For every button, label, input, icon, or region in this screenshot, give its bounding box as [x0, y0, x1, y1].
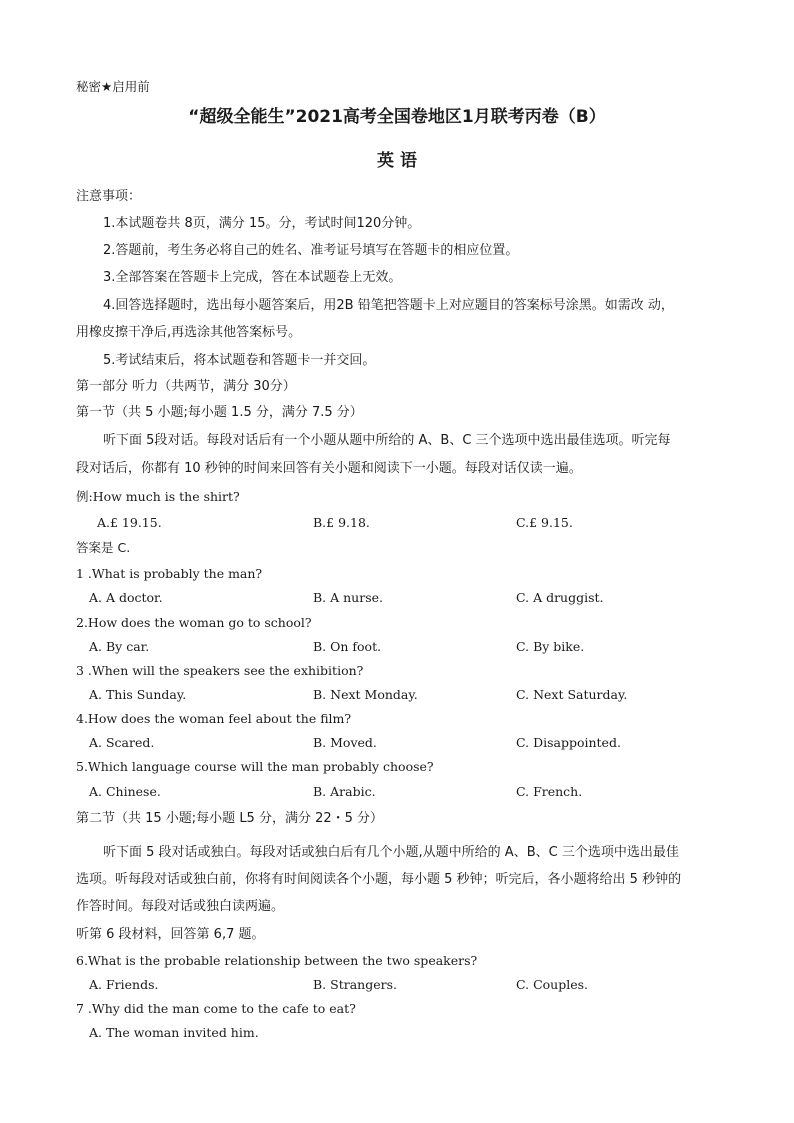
q1-option-a: A. A doctor.	[89, 590, 163, 605]
section2-instructions-cont: 选项。听每段对话或独白前，你将有时间阅读各个小题，每小题 5 秒钟；听完后，各小题将给出 5 秒钟的	[76, 872, 682, 887]
section1-instructions: 听下面 5段对话。每段对话后有一个小题从题中所给的 A、B、C 三个选项中选出最佳选项。听完每	[103, 433, 671, 448]
example-option-a: A.£ 19.15.	[97, 515, 162, 530]
question-6: 6.What is the probable relationship between the two speakers?	[76, 953, 478, 968]
exam-title: “超级全能生”2021高考全国卷地区1月联考丙卷（B）	[188, 107, 606, 127]
note-1: 1.本试题卷共 8页，满分 15。分，考试时间120分钟。	[103, 216, 421, 231]
question-5: 5.Which language course will the man probably choose?	[76, 759, 434, 774]
q4-option-b: B. Moved.	[313, 735, 377, 750]
example-option-c: C.£ 9.15.	[516, 515, 573, 530]
note-3: 3.全部答案在答题卡上完成，答在本试题卷上无效。	[103, 270, 402, 285]
part1-heading: 第一部分 听力（共两节，满分 30分）	[76, 379, 296, 394]
section2-heading: 第二节（共 15 小题;每小题 L5 分，满分 22・5 分）	[76, 811, 384, 826]
q7-option-a: A. The woman invited him.	[89, 1025, 259, 1040]
subject-title: 英 语	[377, 151, 417, 171]
q5-option-b: B. Arabic.	[313, 784, 376, 799]
q3-option-c: C. Next Saturday.	[516, 687, 628, 702]
note-4: 4.回答选择题时，选出每小题答案后，用2B 铅笔把答题卡上对应题目的答案标号涂黑。如需改 动，	[103, 298, 674, 313]
material-6-heading: 听第 6 段材料，回答第 6,7 题。	[76, 927, 265, 942]
question-7: 7 .Why did the man come to the cafe to eat?	[76, 1001, 356, 1016]
section1-instructions-cont: 段对话后，你都有 10 秒钟的时间来回答有关小题和阅读下一小题。每段对话仅读一遍。	[76, 461, 582, 476]
note-4-cont: 用橡皮擦干净后,再选涂其他答案标号。	[76, 325, 302, 340]
q4-option-a: A. Scared.	[89, 735, 155, 750]
q3-option-a: A. This Sunday.	[89, 687, 187, 702]
q1-option-b: B. A nurse.	[313, 590, 383, 605]
example-question: 例:How much is the shirt?	[76, 489, 240, 504]
example-option-b: B.£ 9.18.	[313, 515, 370, 530]
section2-instructions-end: 作答时间。每段对话或独白读两遍。	[76, 899, 285, 914]
question-4: 4.How does the woman feel about the film?	[76, 711, 352, 726]
q1-option-c: C. A druggist.	[516, 590, 604, 605]
example-answer: 答案是 C.	[76, 540, 131, 555]
note-5: 5.考试结束后，将本试题卷和答题卡一并交回。	[103, 353, 376, 368]
q6-option-c: C. Couples.	[516, 977, 588, 992]
note-2: 2.答题前，考生务必将自己的姓名、准考证号填写在答题卡的相应位置。	[103, 243, 519, 258]
q6-option-a: A. Friends.	[89, 977, 159, 992]
q2-option-b: B. On foot.	[313, 639, 382, 654]
q2-option-c: C. By bike.	[516, 639, 585, 654]
notes-heading: 注意事项：	[76, 189, 142, 204]
question-2: 2.How does the woman go to school?	[76, 615, 312, 630]
q2-option-a: A. By car.	[89, 639, 150, 654]
question-1: 1 .What is probably the man?	[76, 566, 263, 581]
section1-heading: 第一节（共 5 小题;每小题 1.5 分，满分 7.5 分）	[76, 405, 363, 420]
q6-option-b: B. Strangers.	[313, 977, 397, 992]
q3-option-b: B. Next Monday.	[313, 687, 418, 702]
q4-option-c: C. Disappointed.	[516, 735, 621, 750]
q5-option-c: C. French.	[516, 784, 583, 799]
confidential-label: 秘密★启用前	[76, 79, 150, 94]
q5-option-a: A. Chinese.	[89, 784, 161, 799]
question-3: 3 .When will the speakers see the exhibition?	[76, 663, 364, 678]
section2-instructions: 听下面 5 段对话或独白。每段对话或独白后有几个小题,从题中所给的 A、B、C 三个选项中选出最佳	[103, 845, 679, 860]
